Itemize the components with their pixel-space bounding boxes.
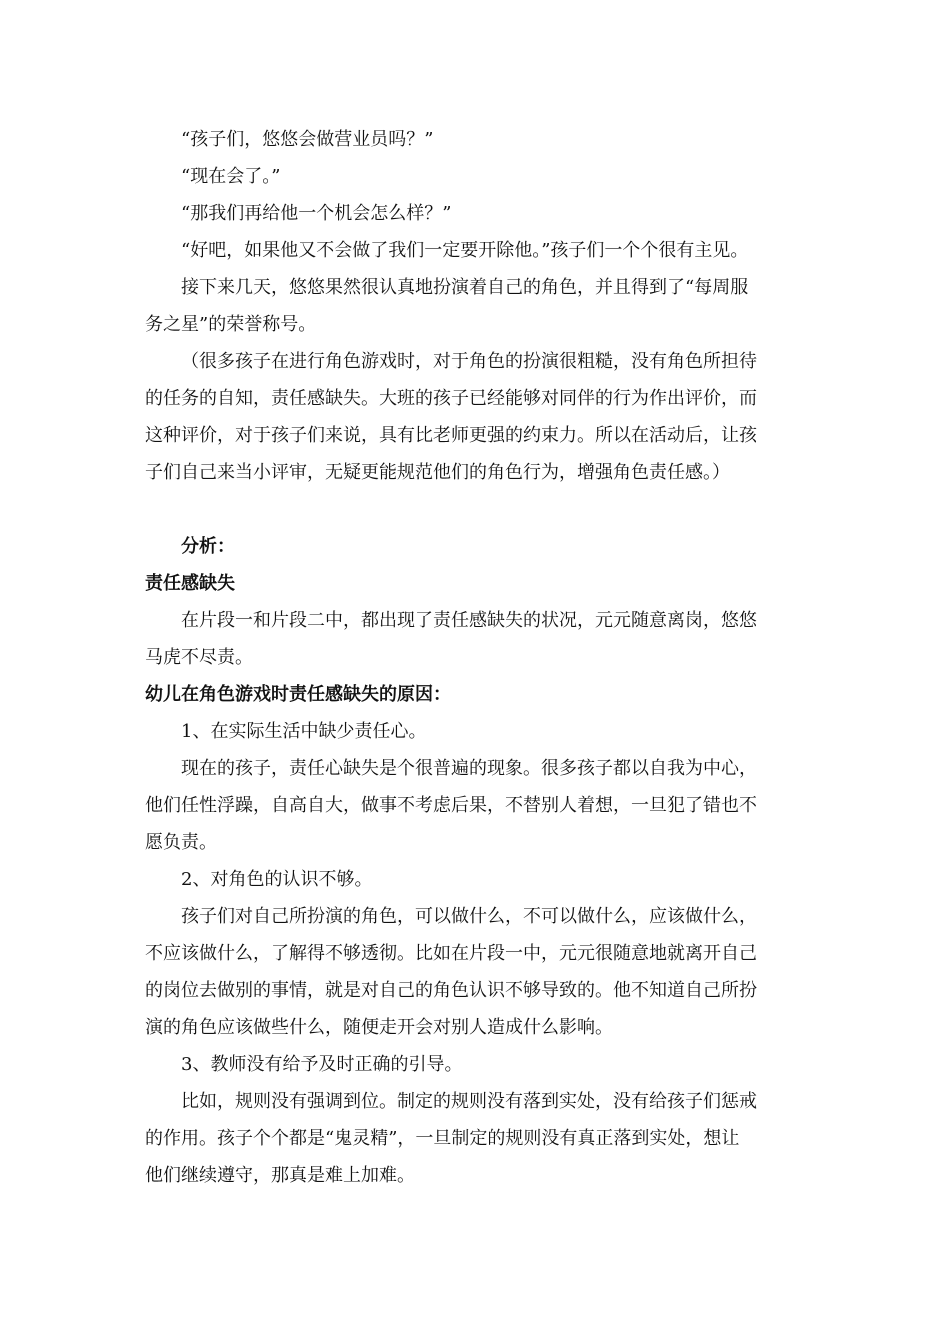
reason-title: 2、对角色的认识不够。 xyxy=(181,869,373,890)
paragraph-line: 愿负责。 xyxy=(145,832,217,853)
note-line: 这种评价，对于孩子们来说，具有比老师更强的约束力。所以在活动后，让孩 xyxy=(145,425,757,446)
paragraph-line: 在片段一和片段二中，都出现了责任感缺失的状况，元元随意离岗，悠悠 xyxy=(181,610,757,631)
paragraph-line: 马虎不尽责。 xyxy=(145,647,253,668)
paragraph-line: 接下来几天，悠悠果然很认真地扮演着自己的角色，并且得到了“每周服 xyxy=(181,277,749,298)
paragraph-line: 比如，规则没有强调到位。制定的规则没有落到实处，没有给孩子们惩戒 xyxy=(181,1091,757,1112)
section-heading: 责任感缺失 xyxy=(145,573,235,594)
paragraph-line: 他们任性浮躁，自高自大，做事不考虑后果，不替别人着想，一旦犯了错也不 xyxy=(145,795,757,816)
dialogue-line: “好吧，如果他又不会做了我们一定要开除他。”孩子们一个个很有主见。 xyxy=(181,240,749,261)
dialogue-line: “那我们再给他一个机会怎么样？” xyxy=(181,203,452,224)
reason-title: 1、在实际生活中缺少责任心。 xyxy=(181,721,427,742)
paragraph-line: 的作用。孩子个个都是“鬼灵精”，一旦制定的规则没有真正落到实处，想让 xyxy=(145,1128,740,1149)
reason-title: 3、教师没有给予及时正确的引导。 xyxy=(181,1054,463,1075)
paragraph-line: 的岗位去做别的事情，就是对自己的角色认识不够导致的。他不知道自己所扮 xyxy=(145,980,757,1001)
note-line: 的任务的自知，责任感缺失。大班的孩子已经能够对同伴的行为作出评价，而 xyxy=(145,388,757,409)
paragraph-line: 不应该做什么，了解得不够透彻。比如在片段一中，元元很随意地就离开自己 xyxy=(145,943,757,964)
document-body xyxy=(145,121,815,1194)
note-line: 子们自己来当小评审，无疑更能规范他们的角色行为，增强角色责任感。） xyxy=(145,462,730,483)
dialogue-line: “现在会了。” xyxy=(181,166,281,187)
analysis-heading: 分析： xyxy=(181,536,235,557)
paragraph-line: 他们继续遵守，那真是难上加难。 xyxy=(145,1165,415,1186)
paragraph-line: 现在的孩子，责任心缺失是个很普遍的现象。很多孩子都以自我为中心， xyxy=(181,758,757,779)
dialogue-line: “孩子们，悠悠会做营业员吗？” xyxy=(181,129,434,150)
spacer xyxy=(145,491,815,528)
paragraph-line: 孩子们对自己所扮演的角色，可以做什么，不可以做什么，应该做什么， xyxy=(181,906,757,927)
paragraph-line: 务之星”的荣誉称号。 xyxy=(145,314,317,335)
section-heading: 幼儿在角色游戏时责任感缺失的原因： xyxy=(145,684,451,705)
note-line: （很多孩子在进行角色游戏时，对于角色的扮演很粗糙，没有角色所担待 xyxy=(181,351,757,372)
paragraph-line: 演的角色应该做些什么，随便走开会对别人造成什么影响。 xyxy=(145,1017,613,1038)
